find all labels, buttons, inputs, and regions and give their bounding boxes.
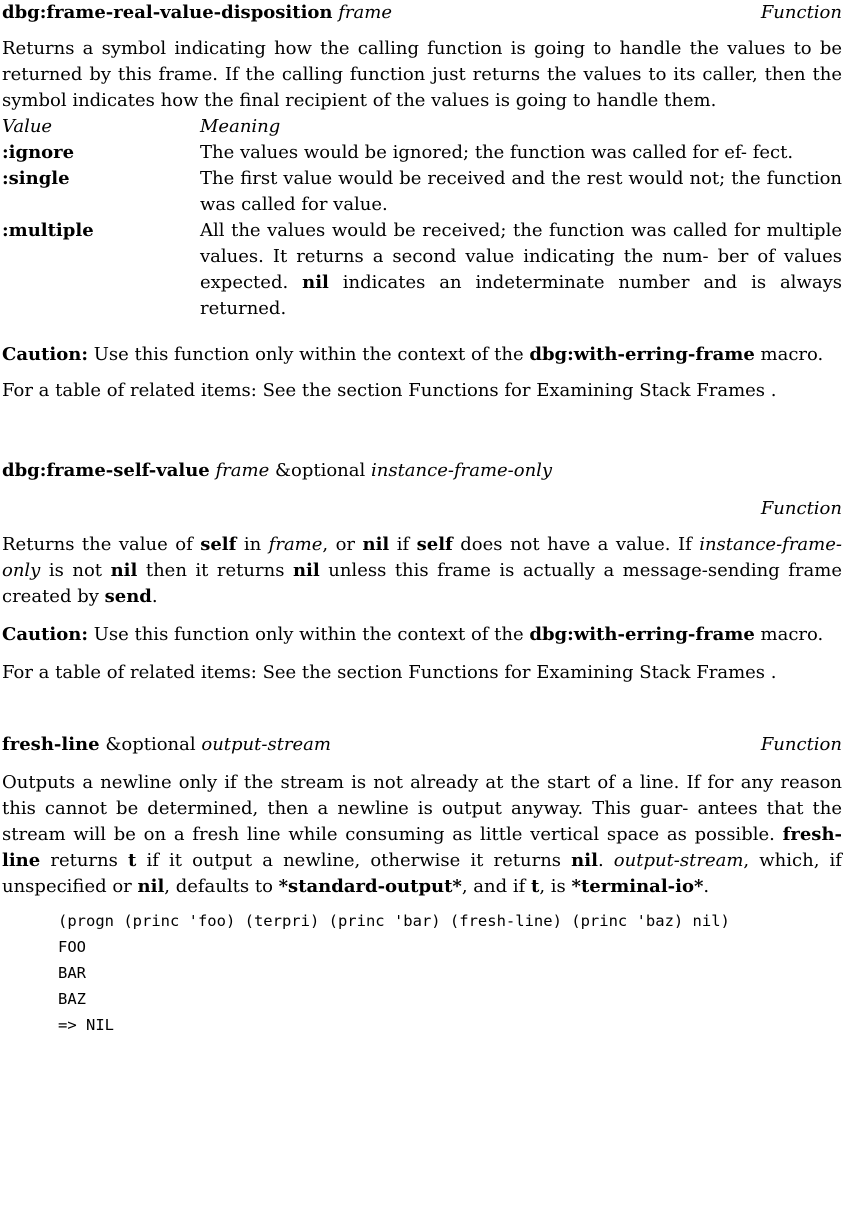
table-value: :single [2,168,70,189]
entry-kind: Function [760,734,842,755]
code-example [2,908,842,1038]
optional-arg: instance-frame-only [370,460,553,481]
optional-keyword: &optional [274,460,366,481]
caution: Caution: Use this function only within the context of the dbg:with-erring-frame macro. [2,344,824,365]
table-row [2,218,842,322]
entry-frame-real-value-disposition [2,0,842,404]
table-row [2,166,842,218]
entry-kind: Function [760,2,842,23]
entry-frame-self-value [2,458,842,686]
function-name: dbg:frame-real-value-disposition [2,2,333,23]
description: Outputs a newline only if the stream is not already at the start of a line. If for any reason this cannot be determined, then a newline is output anyway. This guar- antees that the stream will be on a fresh line while consuming as little vertical space as possible. fresh-line returns t if it output a newline, otherwise it returns nil. output-stream, which, if unspecified or nil, defaults to *standard-output*, and if t, is *terminal-io*. [2,772,842,897]
code-line: => NIL [58,1016,114,1034]
table-header-value: Value [2,116,53,137]
optional-arg: output-stream [201,734,331,755]
description: Returns a symbol indicating how the calling function is going to handle the values to be returned by this frame. If the calling function just returns the values to its caller, then the symbol indicates how the final recipient of the values is going to handle them. [2,38,842,111]
optional-keyword: &optional [105,734,196,755]
function-name: fresh-line [2,734,100,755]
entry-fresh-line [2,732,842,1038]
caution: Caution: Use this function only within the context of the dbg:with-erring-frame macro. [2,624,824,645]
function-arg: frame [338,2,392,23]
document-page [2,0,842,1038]
related-items: For a table of related items: See the section Functions for Examining Stack Frames . [2,380,777,401]
related-items: For a table of related items: See the section Functions for Examining Stack Frames . [2,662,777,683]
code-line: (progn (princ 'foo) (terpri) (princ 'bar) (fresh-line) (princ 'baz) nil) [58,912,730,930]
entry-header [2,0,842,26]
code-line: BAZ [58,990,86,1008]
table-meaning: All the values would be received; the function was called for multiple values. It returns a second value indicating the num- ber of values expected. nil indicates an indeterminate number and is always returned. [200,220,842,319]
function-name: dbg:frame-self-value [2,460,210,481]
value-table [2,114,842,322]
code-line: BAR [58,964,86,982]
code-line: FOO [58,938,86,956]
table-row [2,140,842,166]
entry-header [2,732,842,758]
description: Returns the value of self in frame, or nil if self does not have a value. If instance-frame-only is not nil then it returns nil unless this frame is actually a message-sending frame created by send. [2,534,842,607]
table-header-meaning: Meaning [200,116,281,137]
function-arg: frame [215,460,270,481]
table-meaning: The values would be ignored; the function was called for ef- fect. [200,142,794,163]
entry-header [2,458,842,484]
table-header-row [2,114,842,140]
table-value: :multiple [2,220,94,241]
entry-kind: Function [760,498,842,519]
table-meaning: The first value would be received and the rest would not; the function was called for value. [200,168,842,215]
table-value: :ignore [2,142,75,163]
